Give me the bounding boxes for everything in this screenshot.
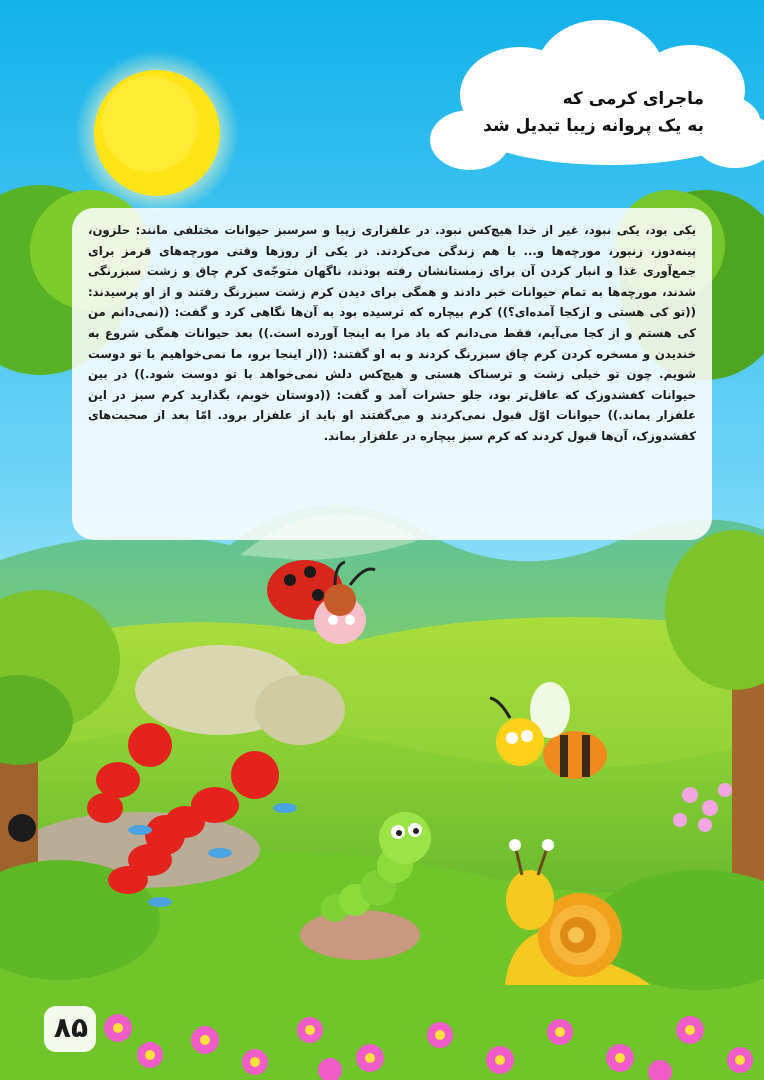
story-title-line-1: ماجرای کرمی که [562, 89, 704, 109]
story-text-box [72, 208, 712, 540]
story-title [374, 86, 704, 140]
page-number: ۸۵ [53, 1011, 89, 1044]
sun-icon [75, 51, 239, 215]
story-title-line-2: به یک پروانه زیبا تبدیل شد [483, 116, 704, 136]
story-paragraph: یکی بود، یکی نبود، غیر از خدا هیچ‌کس نبود. در علفزاری زیبا و سرسبز حیوانات مختلفی مانند: حلزون، پینه‌دوز، زنبور، مورچه‌ها و... با هم زندگی می‌کردند. در یکی از روزها وقتی مورچه‌های قرمز برای جمع‌آوری غذا و انبار کردن آن برای زمستانشان رفته بودند، ناگهان متوجّه‌ی کرم چاق و زشت سبزرنگی شدند، مورچه‌ها به تمام حیوانات خبر دادند و همگی برای دیدن کرم زشت سبزرنگ رفتند و از او پرسیدند: ((تو کی هستی و ازکجا آمده‌ای؟)) کرم بیچاره که ترسیده بود به آن‌ها نگاهی کرد و گفت: ((نمی‌دانم من کی هستم و از کجا می‌آیم، فقط می‌دانم که باد مرا به اینجا آورده است.)) بعد حیوانات همگی شروع به خندیدن و مسخره کردن کرم چاق سبزرنگ کردند و به او گفتند: ((از اینجا برو، ما نمی‌خواهیم با تو دوست شویم. چون تو خیلی زشت و ترسناک هستی و هیچ‌کس دلش نمی‌خواهد با تو دوست شود.)) در بین حیوانات کفشدوزک که عاقل‌تر بود، جلو حشرات آمد و گفت: ((دوستان خوبم، بگذارید کرم سبز در این علفزار بماند.)) حیوانات اوّل قبول نمی‌کردند و می‌گفتند او باید از علفزار برود. امّا بعد از صحبت‌های کفشدوزک، آن‌ها قبول کردند که کرم سبز بیچاره در علفزار بماند. [88, 223, 696, 443]
